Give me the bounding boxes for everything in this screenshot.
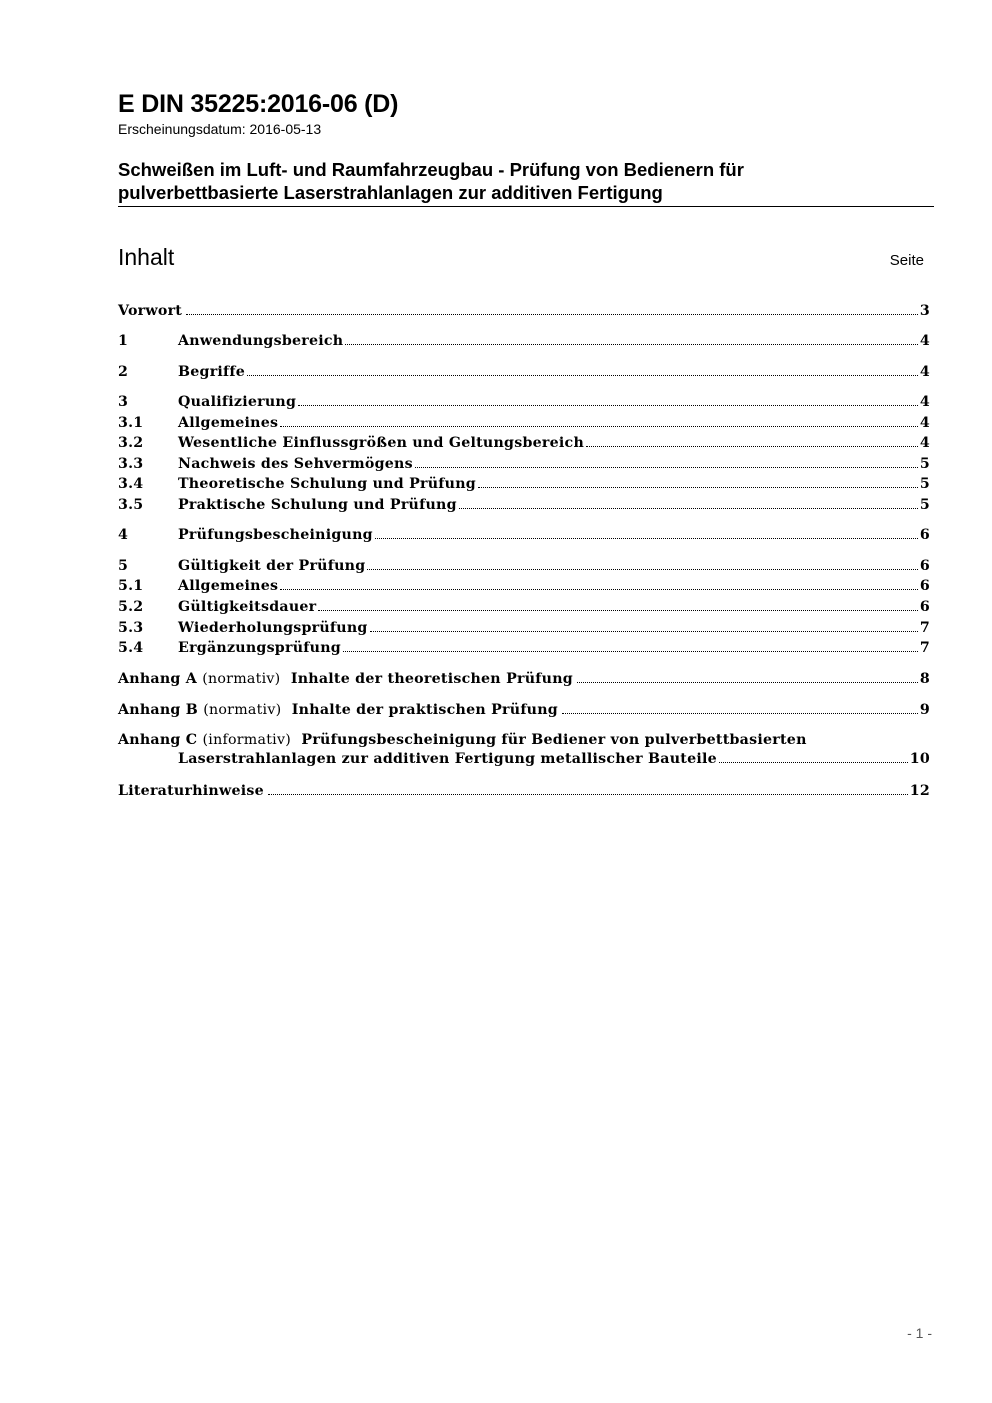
toc-leader	[280, 425, 918, 427]
toc-leader	[318, 609, 917, 611]
annex-label: Anhang B	[118, 702, 198, 718]
toc-entry-number: 5	[118, 558, 129, 574]
toc-leader	[415, 466, 918, 468]
annex-title: Inhalte der praktischen Prüfung	[291, 702, 558, 718]
toc-entry-title: Allgemeines	[178, 415, 279, 431]
annex-type: (normativ)	[202, 671, 281, 687]
annex-heading	[118, 670, 575, 689]
toc-entry-number: 3.5	[118, 497, 144, 513]
toc-entry-page: 9	[919, 702, 930, 718]
toc-leader	[298, 404, 918, 406]
toc-entry-5-2[interactable]	[118, 598, 930, 617]
toc-entry-number: 1	[118, 333, 129, 349]
toc-entry-foreword[interactable]	[118, 302, 930, 321]
toc-entry-annex-a[interactable]	[118, 670, 930, 689]
toc-entry-page: 6	[919, 558, 930, 574]
toc-entry-title: Ergänzungsprüfung	[178, 640, 341, 656]
toc-entry-title: Wiederholungsprüfung	[178, 620, 368, 636]
toc-entry-5-4[interactable]	[118, 639, 930, 658]
toc-entry-title: Literaturhinweise	[118, 783, 264, 799]
toc-entry-number: 3.1	[118, 415, 144, 431]
toc-leader	[562, 712, 918, 714]
annex-title: Inhalte der theoretischen Prüfung	[290, 671, 573, 687]
toc-leader	[367, 568, 917, 570]
annex-title-line-2: Laserstrahlanlagen zur additiven Fertigung metallischer Bauteile	[178, 751, 717, 767]
toc-entry-page: 4	[919, 394, 930, 410]
toc-entry-title: Gültigkeitsdauer	[178, 599, 317, 615]
toc-entry-2[interactable]	[118, 363, 930, 382]
toc-page-label: Seite	[889, 252, 924, 269]
toc-entry-title: Vorwort	[118, 303, 183, 319]
toc-entry-page: 6	[919, 599, 930, 615]
toc-entry-page: 5	[919, 456, 930, 472]
annex-label: Anhang C	[118, 732, 198, 748]
toc-leader	[375, 537, 918, 539]
toc-leader	[478, 486, 918, 488]
toc-entry-3-3[interactable]	[118, 455, 930, 474]
toc-entry-page: 8	[919, 671, 930, 687]
toc-entry-4[interactable]	[118, 526, 930, 545]
toc-entry-3-2[interactable]	[118, 434, 930, 453]
toc-leader	[586, 445, 918, 447]
document-title	[118, 158, 934, 207]
toc-entry-page: 5	[919, 497, 930, 513]
toc-entry-number: 3.2	[118, 435, 144, 451]
toc-entry-title: Nachweis des Sehvermögens	[178, 456, 413, 472]
toc-leader	[459, 507, 918, 509]
annex-type: (informativ)	[202, 732, 292, 748]
toc-entry-3-4[interactable]	[118, 475, 930, 494]
toc-entry-number: 5.2	[118, 599, 144, 615]
toc-entry-3[interactable]	[118, 393, 930, 412]
toc-leader	[247, 374, 918, 376]
toc-entry-page: 4	[919, 435, 930, 451]
toc-entry-number: 5.1	[118, 578, 144, 594]
toc-entry-bibliography[interactable]	[118, 782, 930, 801]
toc-entry-title: Allgemeines	[178, 578, 279, 594]
toc-entry-number: 5.4	[118, 640, 144, 656]
publication-date: Erscheinungsdatum: 2016-05-13	[118, 121, 322, 137]
toc-entry-page: 12	[909, 783, 930, 799]
annex-label: Anhang A	[118, 671, 198, 687]
annex-continuation	[118, 750, 930, 769]
annex-type: (normativ)	[203, 702, 282, 718]
toc-entry-annex-c[interactable]	[118, 731, 930, 769]
toc-entry-5[interactable]	[118, 557, 930, 576]
toc-leader	[577, 681, 918, 683]
toc-leader	[370, 630, 918, 632]
toc-entry-3-1[interactable]	[118, 414, 930, 433]
toc-entry-page: 3	[919, 303, 930, 319]
toc-entry-number: 5.3	[118, 620, 144, 636]
toc-entry-title: Theoretische Schulung und Prüfung	[178, 476, 476, 492]
toc-leader	[345, 343, 917, 345]
toc-leader	[268, 793, 908, 795]
annex-heading	[118, 731, 930, 750]
toc-entry-page: 4	[919, 333, 930, 349]
toc-entry-page: 4	[919, 415, 930, 431]
toc-entry-title: Begriffe	[178, 364, 246, 380]
toc-leader	[343, 650, 918, 652]
toc-entry-title: Gültigkeit der Prüfung	[178, 558, 366, 574]
toc-entry-page: 6	[919, 578, 930, 594]
toc-entry-number: 3.3	[118, 456, 144, 472]
toc-heading: Inhalt	[118, 244, 175, 270]
toc-entry-5-1[interactable]	[118, 577, 930, 596]
page-number: - 1 -	[907, 1325, 932, 1341]
toc-leader	[280, 588, 918, 590]
toc-entry-number: 4	[118, 527, 129, 543]
toc-entry-5-3[interactable]	[118, 619, 930, 638]
toc-entry-number: 3.4	[118, 476, 144, 492]
toc-leader	[719, 761, 908, 763]
document-id: E DIN 35225:2016-06 (D)	[118, 90, 399, 118]
toc-leader	[186, 313, 918, 315]
toc-entry-title: Anwendungsbereich	[178, 333, 344, 349]
toc-entry-title: Prüfungsbescheinigung	[178, 527, 373, 543]
toc-entry-title: Wesentliche Einflussgrößen und Geltungsbereich	[178, 435, 585, 451]
toc-entry-number: 3	[118, 394, 129, 410]
toc-entry-page: 5	[919, 476, 930, 492]
toc-entry-1[interactable]	[118, 332, 930, 351]
toc-entry-title: Qualifizierung	[178, 394, 297, 410]
toc-entry-page: 10	[909, 751, 930, 767]
toc-entry-page: 7	[919, 620, 930, 636]
document-title-line-1: Schweißen im Luft- und Raumfahrzeugbau - Prüfung von Bedienern für	[118, 159, 744, 180]
toc-entry-annex-b[interactable]	[118, 701, 930, 720]
annex-title-line-1: Prüfungsbescheinigung für Bediener von pulverbettbasierten	[301, 732, 807, 748]
document-title-line-2: pulverbettbasierte Laserstrahlanlagen zur additiven Fertigung	[118, 182, 663, 203]
toc-entry-number: 2	[118, 364, 129, 380]
toc-entry-title: Praktische Schulung und Prüfung	[178, 497, 457, 513]
toc-entry-page: 7	[919, 640, 930, 656]
annex-heading	[118, 701, 560, 720]
toc-entry-3-5[interactable]	[118, 496, 930, 515]
toc-entry-page: 6	[919, 527, 930, 543]
toc-entry-page: 4	[919, 364, 930, 380]
